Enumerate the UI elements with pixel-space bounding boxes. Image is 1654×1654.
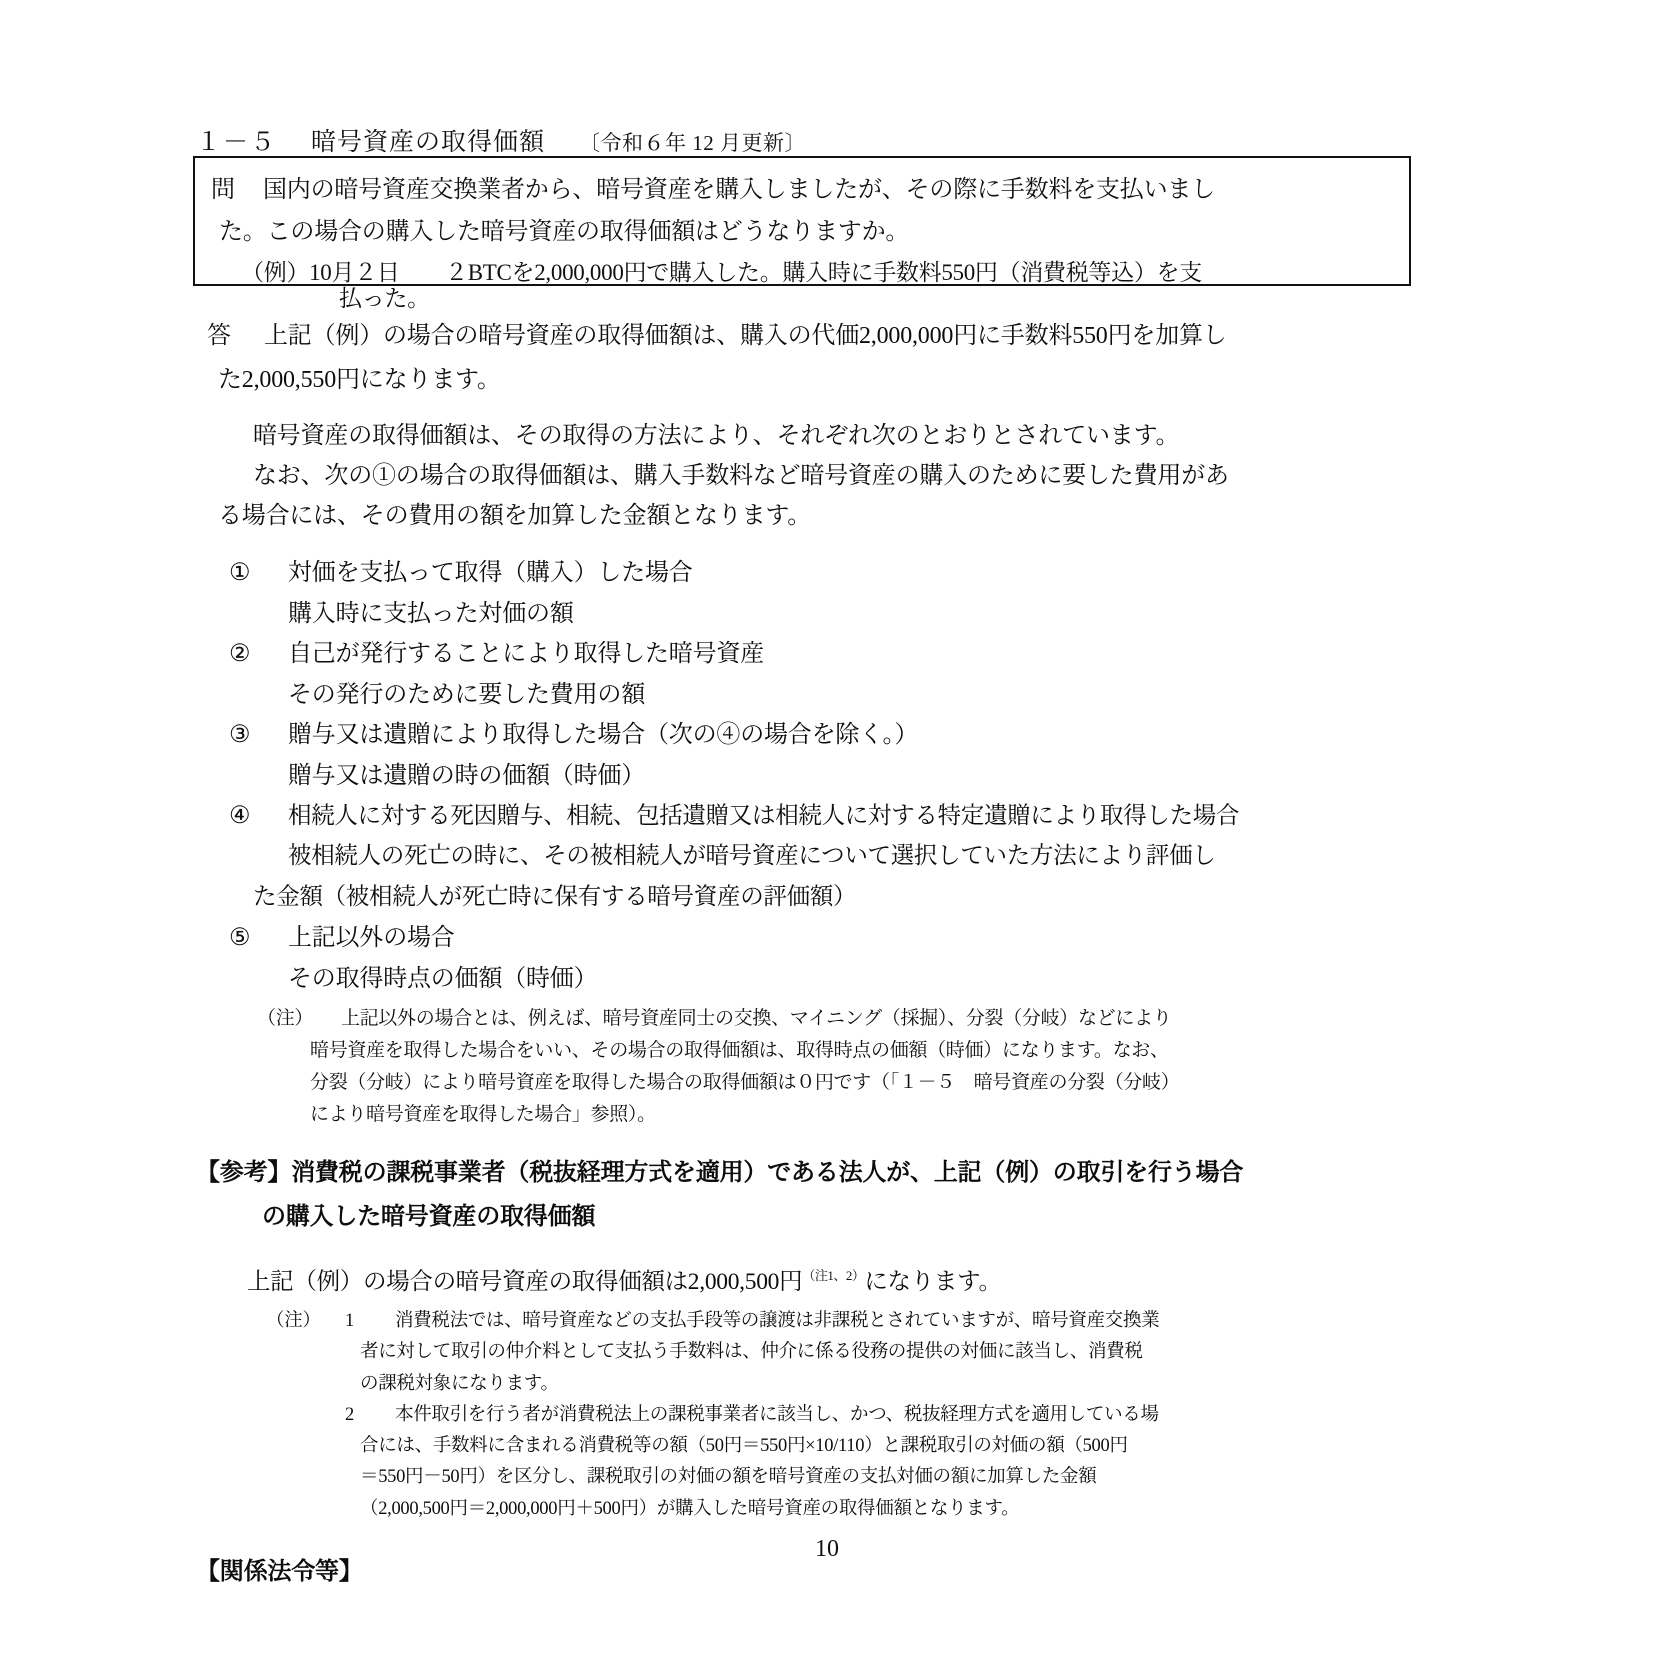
answer-line-2: た2,000,550円になります。 [218, 366, 501, 393]
list-item-marker-2: ② [229, 641, 251, 668]
reference-heading-line-2: の購入した暗号資産の取得価額 [262, 1202, 596, 1230]
list-item-marker-4: ④ [229, 803, 251, 830]
answer-label: 答 [207, 323, 231, 350]
question-line-2: た。この場合の購入した暗号資産の取得価額はどうなりますか。 [219, 219, 910, 246]
reference-note-2-line-2: 合には、手数料に含まれる消費税等の額（50円＝550円×10/110）と課税取引の対価の額（500円 [360, 1436, 1128, 1457]
list-item-heading-4: 相続人に対する死因贈与、相続、包括遺贈又は相続人に対する特定遺贈により取得した場合 [288, 802, 1240, 829]
list-item-detail-5-1: その取得時点の価額（時価） [288, 965, 598, 992]
explanation-line-1: 暗号資産の取得価額は、その取得の方法により、それぞれ次のとおりとされています。 [253, 422, 1180, 449]
reference-note-1-line-1: 消費税法では、暗号資産などの支払手段等の譲渡は非課税とされていますが、暗号資産交換業 [395, 1311, 1160, 1332]
note-main-line-4: により暗号資産を取得した場合」参照）。 [310, 1104, 656, 1126]
list-item-detail-4-1: 被相続人の死亡の時に、その被相続人が暗号資産について選択していた方法により評価し [288, 843, 1216, 870]
section-number: １－５ [196, 129, 278, 156]
reference-note-2-number: 2 [345, 1404, 354, 1425]
list-item-heading-5: 上記以外の場合 [288, 925, 455, 952]
list-item-marker-5: ⑤ [229, 925, 251, 952]
reference-note-2-line-4: （2,000,500円＝2,000,000円＋500円）が購入した暗号資産の取得価額となります。 [360, 1498, 1020, 1519]
question-line-1: 国内の暗号資産交換業者から、暗号資産を購入しましたが、その際に手数料を支払いまし [263, 177, 1215, 204]
note-main-line-1: 上記以外の場合とは、例えば、暗号資産同士の交換、マイニング（採掘）、分裂（分岐）などにより [341, 1007, 1172, 1029]
question-box [193, 156, 1411, 286]
list-item-heading-2: 自己が発行することにより取得した暗号資産 [288, 641, 764, 668]
note-main-line-2: 暗号資産を取得した場合をいい、その場合の取得価額は、取得時点の価額（時価）になります。なお、 [310, 1040, 1169, 1062]
reference-note-1-number: 1 [345, 1311, 354, 1332]
list-item-marker-3: ③ [229, 722, 251, 749]
revision-note: 〔令和６年 12 月更新〕 [579, 131, 807, 155]
section-heading [196, 122, 806, 158]
reference-heading-line-1: 【参考】消費税の課税事業者（税抜経理方式を適用）である法人が、上記（例）の取引を行う場合 [196, 1158, 1244, 1186]
list-item-detail-3-1: 贈与又は遺贈の時の価額（時価） [288, 762, 645, 789]
list-item-heading-1: 対価を支払って取得（購入）した場合 [288, 560, 693, 587]
note-main-label: （注） [257, 1007, 314, 1029]
question-example-line-2: 払った。 [339, 285, 430, 311]
related-laws-heading: 【関係法令等】 [196, 1558, 363, 1586]
reference-note-1-line-3: の課税対象になります。 [360, 1373, 559, 1394]
page-number: 10 [815, 1536, 839, 1562]
question-example-line-1: （例）10月２日 ２BTCを2,000,000円で購入した。購入時に手数料550円（消費税等込）を支 [241, 259, 1202, 285]
list-item-detail-4-2: た金額（被相続人が死亡時に保有する暗号資産の評価額） [253, 883, 857, 910]
question-label: 問 [211, 177, 235, 204]
explanation-line-3: る場合には、その費用の額を加算した金額となります。 [218, 503, 812, 530]
answer-line-1: 上記（例）の場合の暗号資産の取得価額は、購入の代価2,000,000円に手数料550円を加算し [264, 323, 1227, 350]
explanation-line-2: なお、次の①の場合の取得価額は、購入手数料など暗号資産の購入のために要した費用があ [253, 463, 1229, 490]
reference-note-2-line-3: ＝550円－50円）を区分し、課税取引の対価の額を暗号資産の支払対価の額に加算した金額 [360, 1467, 1097, 1488]
reference-note-1-line-2: 者に対して取引の仲介料として支払う手数料は、仲介に係る役務の提供の対価に該当し、消費税 [360, 1342, 1143, 1363]
page-title: 暗号資産の取得価額 [311, 129, 546, 156]
reference-body [247, 1269, 1002, 1294]
list-item-heading-3: 贈与又は遺贈により取得した場合（次の④の場合を除く。） [288, 722, 919, 749]
list-item-marker-1: ① [229, 560, 251, 587]
reference-note-2-line-1: 本件取引を行う者が消費税法上の課税事業者に該当し、かつ、税抜経理方式を適用している場 [395, 1404, 1159, 1425]
reference-body-prefix: 上記（例）の場合の暗号資産の取得価額は2,000,500円 [247, 1268, 803, 1295]
reference-body-suffix: になります。 [864, 1268, 1002, 1295]
note-main-line-3: 分裂（分岐）により暗号資産を取得した場合の取得価額は０円です（「１－５ 暗号資産の分裂（分岐） [310, 1072, 1180, 1094]
reference-note-1-label: （注） [266, 1311, 321, 1332]
list-item-detail-1-1: 購入時に支払った対価の額 [288, 600, 574, 627]
reference-body-superscript: （注1、2） [802, 1267, 865, 1283]
list-item-detail-2-1: その発行のために要した費用の額 [288, 681, 645, 708]
